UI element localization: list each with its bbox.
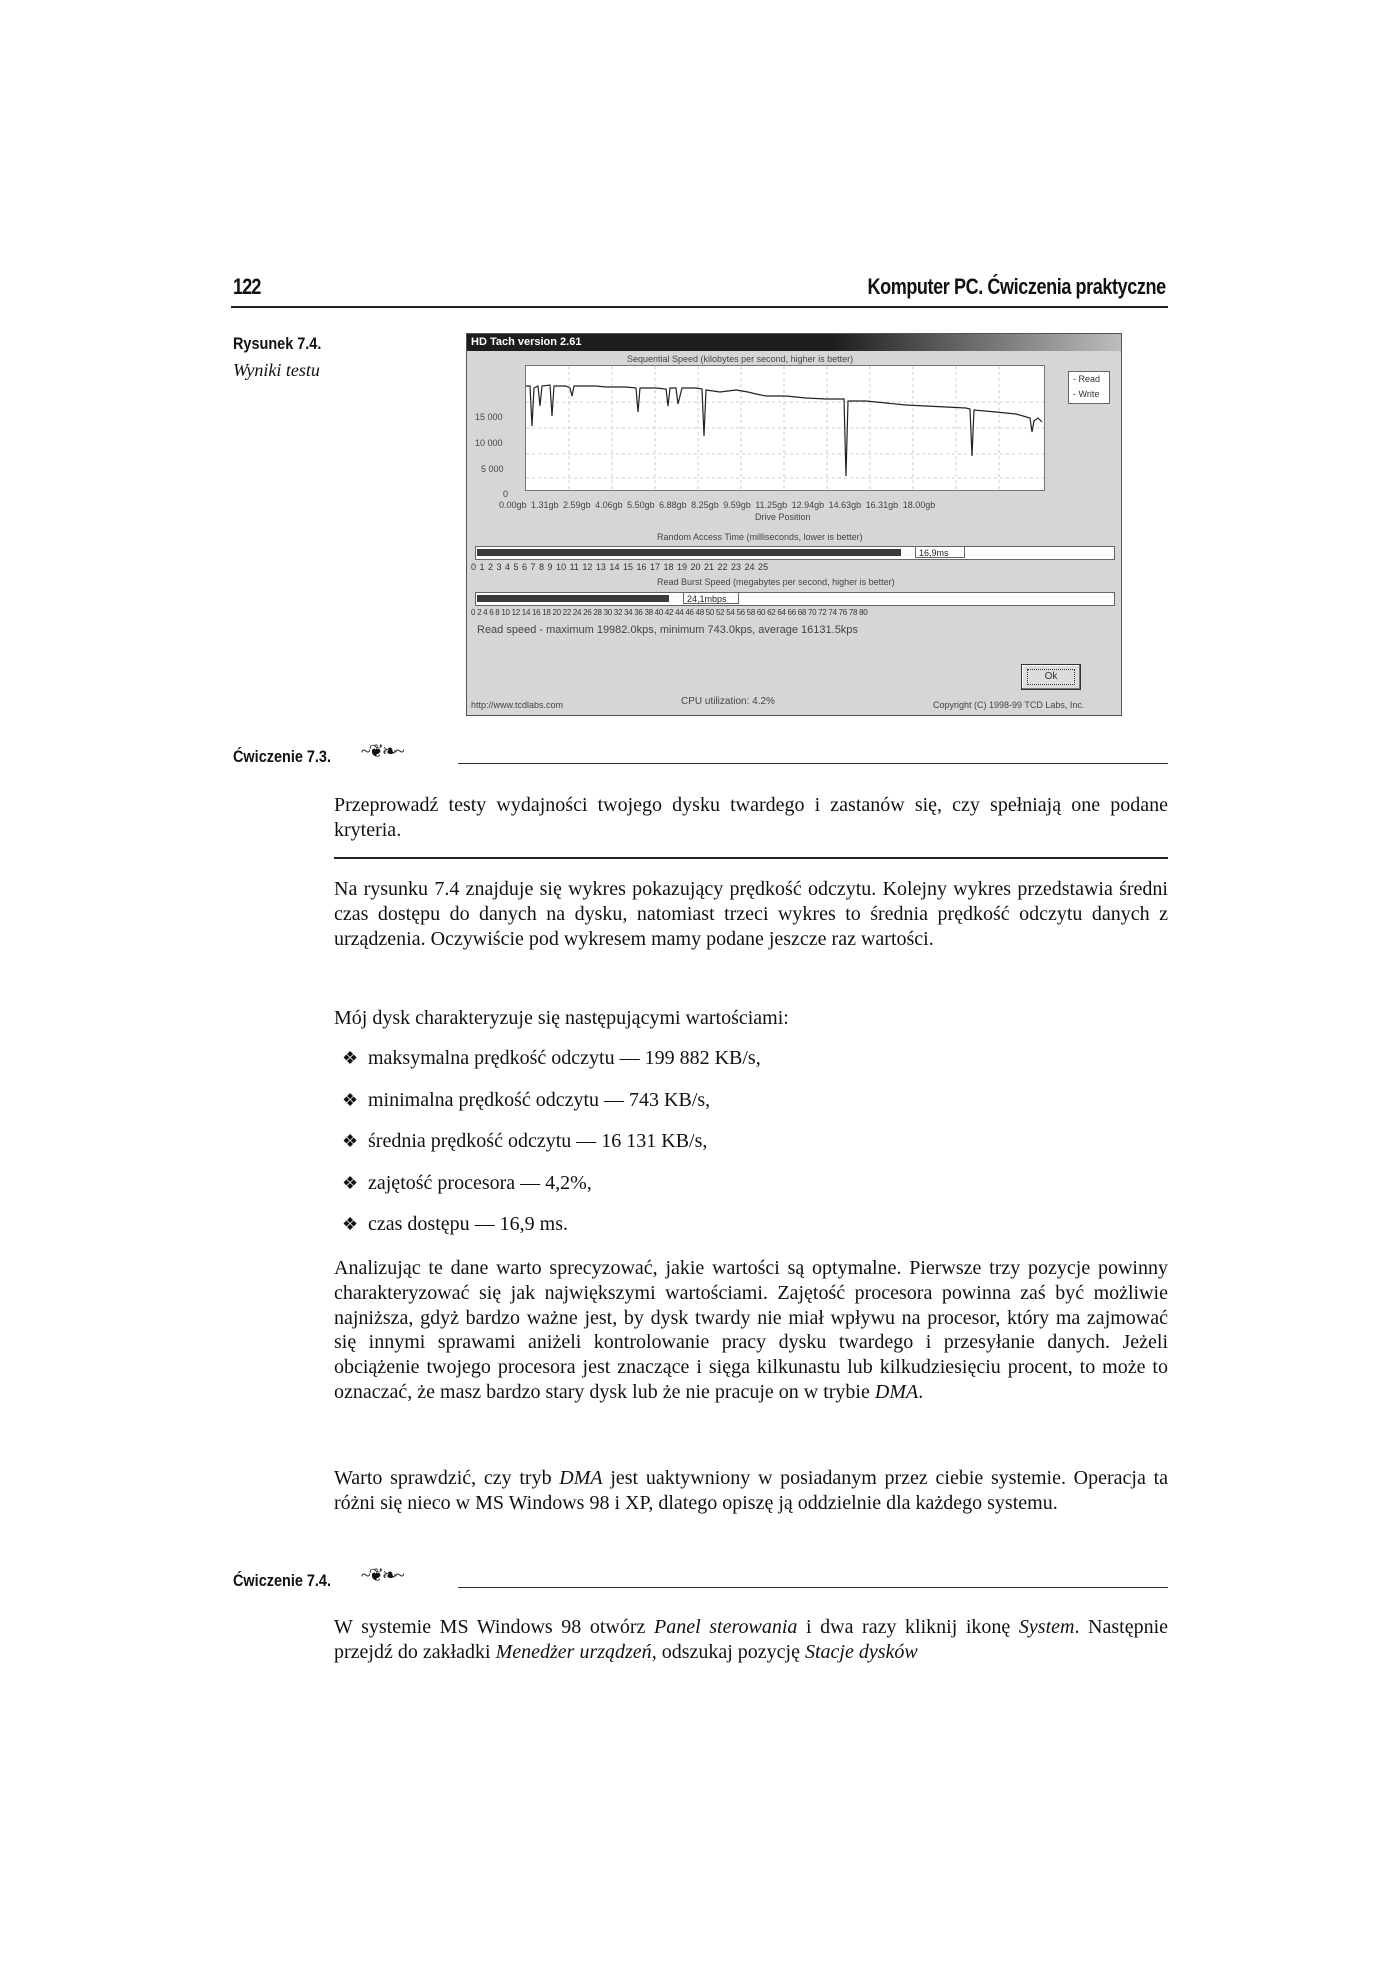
- list-item: [342, 1046, 761, 1088]
- access-time-scale: 0 1 2 3 4 5 6 7 8 9 10 11 12 13 14 15 16 17 18 19 20 21 22 23 24 25: [471, 562, 769, 572]
- paragraph-4: [334, 1466, 1168, 1516]
- titlebar-gradient: [831, 334, 1121, 351]
- exercise-label: Ćwiczenie 7.4.: [233, 1571, 331, 1590]
- access-time-fill: [477, 549, 901, 556]
- text-run: W systemie MS Windows 98 otwórz: [334, 1616, 646, 1638]
- text-run: . Następnie przejdź do zakładki: [334, 1616, 1169, 1663]
- chart-legend: [1068, 371, 1110, 404]
- x-ticks: 0.00gb 1.31gb 2.59gb 4.06gb 5.50gb 6.88gb 8.25gb 9.59gb 11.25gb 12.94gb 14.63gb 16.31gb 18.00gb: [499, 500, 936, 510]
- diamond-bullet-icon: ❖: [342, 1048, 359, 1068]
- page-header: [231, 272, 1168, 308]
- window-title: HD Tach version 2.61: [471, 336, 582, 348]
- window-titlebar: [467, 334, 1121, 351]
- ornament-icon: ~❦❧~: [361, 1565, 403, 1585]
- list-item: [342, 1088, 761, 1130]
- list-item-text: maksymalna prędkość odczytu — 199 882 KB/s,: [368, 1047, 761, 1069]
- legend-read: - Read: [1073, 374, 1101, 384]
- tcd-url: http://www.tcdlabs.com: [471, 700, 564, 710]
- ui-term: Menedżer urządzeń: [495, 1640, 652, 1663]
- exercise-label: Ćwiczenie 7.3.: [233, 747, 331, 766]
- heading-rule: [458, 763, 1168, 764]
- values-list: [342, 1046, 761, 1254]
- exercise-task: Przeprowadź testy wydajności twojego dysku twardego i zastanów się, czy spełniają one podane kryteria.: [334, 794, 1168, 841]
- paragraph-1: Na rysunku 7.4 znajduje się wykres pokazujący prędkość odczytu. Kolejny wykres przedstawia średni czas dostępu do danych na dysku, natomiast trzeci wykres to średnia prędkość odczytu danych z urządzenia. Oczywiście pod wykresem mamy podane jeszcze raz wartości.: [334, 878, 1168, 950]
- list-item: [342, 1171, 761, 1213]
- sequential-speed-plot: [525, 365, 1045, 491]
- dma-term: DMA: [559, 1467, 603, 1489]
- y-tick: 0: [503, 489, 509, 499]
- burst-speed-bar: [475, 592, 1115, 606]
- book-title: Komputer PC. Ćwiczenia praktyczne: [867, 274, 1166, 299]
- list-item-text: czas dostępu — 16,9 ms.: [368, 1213, 568, 1235]
- text-run: i dwa razy kliknij ikonę: [806, 1616, 1011, 1638]
- list-item: [342, 1129, 761, 1171]
- figure-label: Rysunek 7.4.: [233, 334, 322, 353]
- ui-term: System: [1018, 1616, 1075, 1638]
- exercise-7-4-heading: [233, 1565, 1168, 1597]
- paragraph-3: [334, 1256, 1168, 1405]
- cpu-utilization: CPU utilization: 4.2%: [681, 696, 775, 707]
- figure-caption: Wyniki testu: [233, 360, 320, 380]
- burst-speed-fill: [477, 595, 669, 602]
- hdtach-screenshot: [466, 333, 1122, 716]
- diamond-bullet-icon: ❖: [342, 1089, 359, 1110]
- exercise-7-3-heading: [233, 741, 1168, 773]
- y-tick: 10 000: [475, 438, 503, 448]
- copyright: Copyright (C) 1998-99 TCD Labs, Inc.: [933, 700, 1085, 710]
- list-item-text: minimalna prędkość odczytu — 743 KB/s,: [368, 1088, 711, 1111]
- speed-graph: [526, 366, 1044, 490]
- list-item: [342, 1212, 761, 1254]
- task-rule: [334, 857, 1168, 859]
- ui-term: Stacje dysków: [804, 1640, 918, 1663]
- diamond-bullet-icon: ❖: [342, 1172, 359, 1193]
- heading-rule: [458, 1587, 1168, 1588]
- list-item-text: zajętość procesora — 4,2%,: [368, 1171, 592, 1194]
- access-time-value: 16,9ms: [915, 546, 965, 558]
- page-number: 122: [233, 274, 261, 299]
- y-tick: 15 000: [475, 412, 503, 422]
- burst-speed-scale: 0 2 4 6 8 10 12 14 16 18 20 22 24 26 28 30 32 34 36 38 40 42 44 46 48 50 52 54 56 58 60 62 64 66 68 70 72 74 76 78 80: [471, 608, 868, 617]
- ornament-icon: ~❦❧~: [361, 741, 403, 761]
- paragraph-3-end: .: [918, 1380, 924, 1403]
- paragraph-2: Mój dysk charakteryzuje się następującymi wartościami:: [334, 1007, 789, 1029]
- text-run: , odszukaj pozycję: [651, 1640, 800, 1663]
- list-item-text: średnia prędkość odczytu — 16 131 KB/s,: [368, 1130, 708, 1152]
- y-tick: 5 000: [481, 464, 504, 474]
- burst-speed-title: Read Burst Speed (megabytes per second, higher is better): [657, 577, 895, 587]
- ui-term: Panel sterowania: [654, 1616, 798, 1638]
- ok-button[interactable]: [1021, 664, 1081, 690]
- dma-term: DMA: [874, 1380, 919, 1403]
- legend-write: - Write: [1073, 389, 1100, 399]
- paragraph-4-rest: jest uaktywniony w posiadanym przez ciebie systemie. Operacja ta różni się nieco w MS Windows 98 i XP, dlatego opiszę ją oddzielnie dla każdego systemu.: [334, 1467, 1169, 1514]
- access-time-title: Random Access Time (milliseconds, lower is better): [657, 532, 863, 542]
- paragraph-4-start: Warto sprawdzić, czy tryb: [334, 1467, 552, 1489]
- paragraph-3-text: Analizując te dane warto sprecyzować, jakie wartości są optymalne. Pierwsze trzy pozycje powinny charakteryzować się jak największymi wartościami. Zajętość procesora powinna zaś być możliwie najniższa, gdyż bardzo ważne jest, by dysk twardy nie miał wpływu na procesor, który ma zajmować się innymi sprawami aniżeli kontrolowanie pracy dysku twardego i przesyłanie danych. Jeżeli obciążenie twojego procesora jest znaczące i sięga kilkunastu lub kilkudziesięciu procent, to może to oznaczać, że masz bardzo stary dysk lub że nie pracuje on w trybie: [334, 1257, 1168, 1403]
- diamond-bullet-icon: ❖: [342, 1214, 359, 1234]
- seq-title: Sequential Speed (kilobytes per second, higher is better): [627, 354, 854, 364]
- read-speed-summary: Read speed - maximum 19982.0kps, minimum 743.0kps, average 16131.5kps: [477, 624, 858, 636]
- access-time-bar: [475, 546, 1115, 560]
- ok-button-label: Ok: [1027, 669, 1075, 685]
- diamond-bullet-icon: ❖: [342, 1131, 359, 1151]
- x-axis-label: Drive Position: [755, 512, 811, 522]
- exercise-7-4-text: [334, 1615, 1168, 1665]
- burst-speed-value: 24,1mbps: [683, 592, 739, 604]
